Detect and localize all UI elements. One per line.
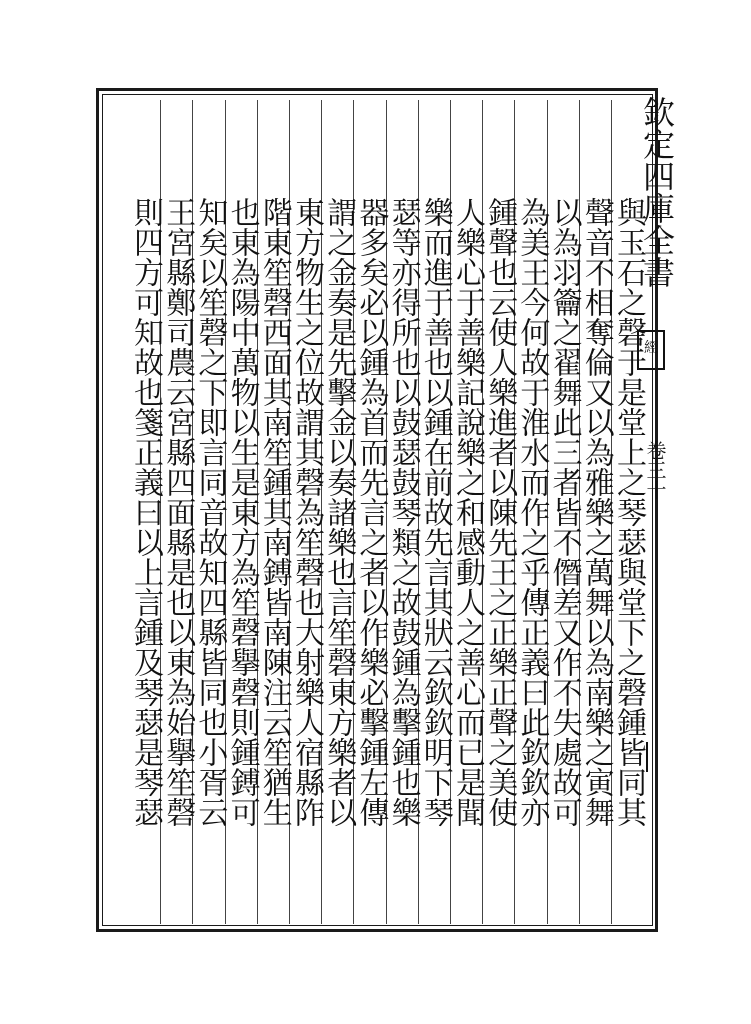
text-column: 則四方可知故也箋正義曰以上言鍾及琴瑟是琴瑟	[128, 197, 163, 827]
text-column: 與玉石之磬于是堂上之琴瑟與堂下之磬鍾皆同其	[611, 197, 646, 827]
text-column: 人樂心于善樂記說樂之和感動人之善心而已是聞	[450, 197, 485, 827]
text-column: 東方物生之位故謂其磬為笙磬也大射樂人宿縣阼	[289, 197, 324, 827]
margin-title: 欽定四庫全書	[638, 96, 676, 288]
text-column: 也東為陽中萬物以生是東方為笙磬擧磬則鍾鎛可	[224, 197, 260, 827]
text-column: 以為羽籥之翟舞此三者皆不僭差又作不失處故可	[546, 197, 582, 827]
text-column: 聲音不相奪倫又以為雅樂之萬舞以為南樂之寅舞	[578, 197, 614, 827]
margin-juan-number: 卷三十	[643, 440, 667, 500]
text-column: 瑟等亦得所也以鼓瑟鼓琴類之故鼓鍾為擊鍾也樂	[385, 197, 421, 827]
text-column: 階東笙磬西面其南笙鍾其南鎛皆南陳注云笙猶生	[256, 197, 292, 827]
text-column: 為美王今何故于淮水而作之乎傳正義曰此欽欽亦	[514, 197, 550, 827]
margin-box-mark: 經	[637, 330, 665, 370]
text-column: 樂而進于善也以鍾在前故先言其狀云欽欽明下琴	[417, 197, 453, 827]
text-column: 王宮縣鄭司農云宮縣四面縣是也以東為始擧笙磬	[160, 197, 196, 827]
text-column: 鍾聲也云使人樂進者以陳先王之正樂正聲之美使	[482, 197, 518, 827]
text-column: 器多矣必以鍾為首而先言之者以作樂必擊鍾左傳	[353, 197, 389, 827]
text-column: 謂之金奏是先擊金以奏諸樂也言笙磬東方樂者以	[321, 197, 357, 827]
text-column: 知矣以笙磬之下即言同音故知四縣皆同也小胥云	[192, 197, 228, 827]
